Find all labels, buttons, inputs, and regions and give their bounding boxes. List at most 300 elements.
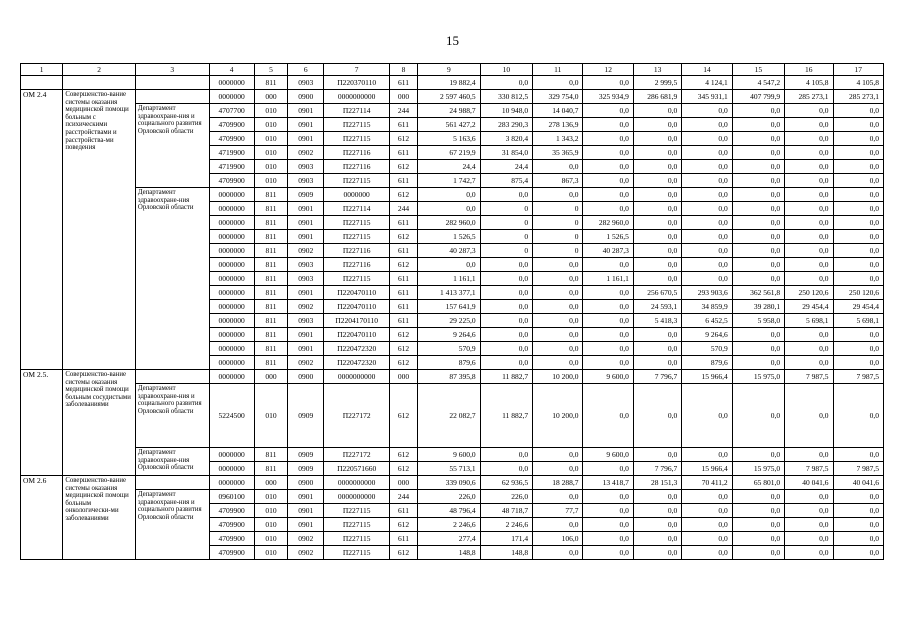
table-cell: П227116 (324, 160, 390, 174)
table-cell: 0901 (288, 518, 324, 532)
empty-cell (21, 76, 63, 90)
table-cell: 0,0 (785, 216, 833, 230)
table-cell: 0,0 (583, 202, 633, 216)
table-cell: 0000000 (209, 342, 254, 356)
table-cell: 0,0 (633, 448, 681, 462)
table-cell: 811 (254, 258, 287, 272)
table-cell: 0,0 (480, 448, 532, 462)
table-cell: 0909 (288, 448, 324, 462)
table-cell: 0000000 (209, 328, 254, 342)
column-number: 10 (480, 64, 532, 76)
table-cell: 345 931,1 (682, 90, 732, 104)
table-cell: 0000000 (209, 230, 254, 244)
table-cell: 35 365,9 (533, 146, 583, 160)
table-cell: 611 (389, 216, 417, 230)
table-row (21, 448, 884, 462)
executor-name: Департамент здравоохране-ния и социального развития Орловской области (135, 384, 209, 448)
table-cell: 0,0 (533, 356, 583, 370)
table-cell: 612 (389, 132, 417, 146)
table-cell: 0,0 (633, 384, 681, 448)
table-cell: 9 600,0 (583, 370, 633, 384)
table-cell: 0,0 (732, 356, 784, 370)
table-cell: 0902 (288, 546, 324, 560)
table-cell: 278 136,9 (533, 118, 583, 132)
table-cell: 000 (389, 476, 417, 490)
table-cell: 14 040,7 (533, 104, 583, 118)
table-cell: П220472320 (324, 342, 390, 356)
table-cell: 0000000 (324, 188, 390, 202)
table-cell: 0 (533, 216, 583, 230)
table-cell: П220470110 (324, 300, 390, 314)
table-cell: 0000000 (209, 300, 254, 314)
table-cell: 0,0 (633, 174, 681, 188)
table-cell: 867,3 (533, 174, 583, 188)
table-cell: 0000000000 (324, 490, 390, 504)
table-cell: 0,0 (533, 328, 583, 342)
table-cell: 811 (254, 342, 287, 356)
table-cell: 0,0 (533, 258, 583, 272)
table-cell: 0,0 (682, 258, 732, 272)
table-cell: 0,0 (833, 132, 884, 146)
table-cell: 612 (389, 546, 417, 560)
table-cell: 561 427,2 (418, 118, 481, 132)
table-cell: П227115 (324, 132, 390, 146)
table-cell: 611 (389, 300, 417, 314)
table-cell: 811 (254, 188, 287, 202)
table-cell: 0,0 (533, 314, 583, 328)
table-cell: 611 (389, 286, 417, 300)
column-number: 3 (135, 64, 209, 76)
measure-code: ОМ 2.6 (21, 476, 63, 560)
table-cell: 4707700 (209, 104, 254, 118)
table-cell: 4709900 (209, 132, 254, 146)
table-cell: 5 163,6 (418, 132, 481, 146)
table-cell: 0,0 (583, 356, 633, 370)
table-cell: 4709900 (209, 118, 254, 132)
table-cell: 811 (254, 462, 287, 476)
table-cell: 0,0 (732, 146, 784, 160)
table-cell: П227116 (324, 146, 390, 160)
table-cell: П227115 (324, 518, 390, 532)
executor-name: Департамент здравоохране-ния Орловской области (135, 188, 209, 370)
table-cell: 1 526,5 (583, 230, 633, 244)
table-cell: 0,0 (480, 300, 532, 314)
table-cell: 15 966,4 (682, 370, 732, 384)
table-cell: 0,0 (682, 504, 732, 518)
table-cell: 325 934,9 (583, 90, 633, 104)
table-cell: 0,0 (785, 202, 833, 216)
table-cell: 0,0 (732, 342, 784, 356)
table-cell: 0000000 (209, 286, 254, 300)
table-cell: 0,0 (833, 518, 884, 532)
table-cell: 0960100 (209, 490, 254, 504)
table-cell: 0,0 (583, 160, 633, 174)
table-cell: 0,0 (480, 328, 532, 342)
table-cell: 612 (389, 448, 417, 462)
table-cell: 0,0 (732, 328, 784, 342)
table-cell: 612 (389, 342, 417, 356)
table-cell: 0,0 (732, 490, 784, 504)
table-cell: П227114 (324, 104, 390, 118)
table-cell: 0,0 (785, 342, 833, 356)
table-cell: 0,0 (732, 216, 784, 230)
empty-cell (135, 476, 209, 490)
table-cell: 0,0 (633, 202, 681, 216)
column-number: 12 (583, 64, 633, 76)
table-cell: 0,0 (633, 532, 681, 546)
table-cell: 24 593,1 (633, 300, 681, 314)
table-cell: 293 903,6 (682, 286, 732, 300)
table-cell: 0,0 (833, 188, 884, 202)
table-cell: 87 395,8 (418, 370, 481, 384)
table-cell: 000 (389, 90, 417, 104)
table-cell: 0 (480, 216, 532, 230)
table-cell: 0 (480, 244, 532, 258)
table-cell: 612 (389, 518, 417, 532)
table-cell: 612 (389, 462, 417, 476)
table-cell: 0,0 (732, 504, 784, 518)
table-cell: 0,0 (785, 146, 833, 160)
table-cell: 29 454,4 (833, 300, 884, 314)
table-cell: 2 999,5 (633, 76, 681, 90)
table-cell: П220470110 (324, 286, 390, 300)
column-number: 7 (324, 64, 390, 76)
table-cell: П220472320 (324, 356, 390, 370)
table-cell: 0,0 (480, 356, 532, 370)
table-cell: 0,0 (785, 504, 833, 518)
table-cell: 0901 (288, 286, 324, 300)
table-cell: 0902 (288, 244, 324, 258)
column-number: 5 (254, 64, 287, 76)
table-cell: 39 280,1 (732, 300, 784, 314)
table-cell: 5224500 (209, 384, 254, 448)
table-cell: 0,0 (682, 448, 732, 462)
table-cell: 0,0 (682, 174, 732, 188)
column-number: 1 (21, 64, 63, 76)
table-cell: 0,0 (732, 546, 784, 560)
table-cell: 5 418,3 (633, 314, 681, 328)
table-cell: 24,4 (480, 160, 532, 174)
table-cell: 0,0 (633, 160, 681, 174)
table-cell: 7 987,5 (833, 370, 884, 384)
table-cell: 0,0 (732, 448, 784, 462)
column-number: 2 (63, 64, 136, 76)
table-cell: 0,0 (533, 490, 583, 504)
table-cell: 0,0 (682, 216, 732, 230)
table-cell: 811 (254, 300, 287, 314)
table-cell: П227115 (324, 118, 390, 132)
table-cell: 010 (254, 160, 287, 174)
executor-name: Департамент здравоохране-ния Орловской области (135, 448, 209, 476)
column-number: 6 (288, 64, 324, 76)
table-cell: 0,0 (833, 174, 884, 188)
table-cell: 811 (254, 356, 287, 370)
table-cell: 0,0 (633, 244, 681, 258)
table-cell: 0,0 (633, 188, 681, 202)
executor-name: Департамент здравоохране-ния и социального развития Орловской области (135, 104, 209, 188)
table-cell: 0,0 (785, 356, 833, 370)
table-cell: 0,0 (533, 300, 583, 314)
table-cell: П227115 (324, 504, 390, 518)
table-cell: П227172 (324, 448, 390, 462)
table-cell: 0,0 (833, 546, 884, 560)
table-cell: 0901 (288, 216, 324, 230)
table-cell: 0000000 (209, 448, 254, 462)
table-cell: 010 (254, 504, 287, 518)
table-cell: 24,4 (418, 160, 481, 174)
table-cell: 0,0 (732, 518, 784, 532)
table-cell: 4709900 (209, 504, 254, 518)
table-cell: 0000000 (209, 90, 254, 104)
table-cell: 339 090,6 (418, 476, 481, 490)
table-cell: 15 966,4 (682, 462, 732, 476)
table-cell: 2 246,6 (480, 518, 532, 532)
table-cell: 611 (389, 272, 417, 286)
table-cell: 29 225,0 (418, 314, 481, 328)
table-cell: 7 987,5 (785, 370, 833, 384)
table-cell: 0,0 (583, 132, 633, 146)
table-cell: 9 264,6 (418, 328, 481, 342)
table-cell: 0,0 (533, 342, 583, 356)
table-cell: 0,0 (583, 342, 633, 356)
table-cell: 0,0 (633, 104, 681, 118)
table-cell: 0,0 (785, 230, 833, 244)
table-cell: 0901 (288, 490, 324, 504)
table-cell: 7 987,5 (785, 462, 833, 476)
table-cell: 0,0 (785, 174, 833, 188)
table-cell: 0901 (288, 104, 324, 118)
table-cell: 0,0 (633, 272, 681, 286)
table-cell: 31 854,0 (480, 146, 532, 160)
empty-cell (135, 76, 209, 90)
table-cell: 0902 (288, 146, 324, 160)
table-cell: 0000000 (209, 76, 254, 90)
table-cell: 0,0 (833, 504, 884, 518)
budget-table (20, 63, 884, 560)
table-cell: 0,0 (785, 104, 833, 118)
table-cell: 0 (533, 202, 583, 216)
table-cell: 0901 (288, 230, 324, 244)
table-cell: 0909 (288, 462, 324, 476)
table-cell: 4709900 (209, 518, 254, 532)
table-cell: 106,0 (533, 532, 583, 546)
table-cell: 277,4 (418, 532, 481, 546)
table-cell: 2 246,6 (418, 518, 481, 532)
table-cell: 0901 (288, 342, 324, 356)
table-cell: 0,0 (583, 328, 633, 342)
table-cell: 0900 (288, 370, 324, 384)
empty-cell (135, 90, 209, 104)
table-cell: 0909 (288, 188, 324, 202)
table-cell: 0,0 (682, 230, 732, 244)
table-cell: 0,0 (633, 146, 681, 160)
table-cell: 0903 (288, 160, 324, 174)
table-cell: 11 882,7 (480, 384, 532, 448)
table-cell: 9 600,0 (418, 448, 481, 462)
table-cell: 0,0 (682, 490, 732, 504)
table-cell: 0,0 (583, 462, 633, 476)
table-cell: 0909 (288, 384, 324, 448)
table-cell: П2204170110 (324, 314, 390, 328)
table-cell: 244 (389, 490, 417, 504)
table-cell: 0,0 (833, 118, 884, 132)
table-cell: 0,0 (583, 104, 633, 118)
table-cell: 0903 (288, 258, 324, 272)
table-cell: 0,0 (833, 328, 884, 342)
table-cell: 0903 (288, 76, 324, 90)
table-cell: 244 (389, 104, 417, 118)
table-cell: 0,0 (833, 244, 884, 258)
table-cell: 250 120,6 (833, 286, 884, 300)
table-cell: 29 454,4 (785, 300, 833, 314)
table-cell: 0,0 (833, 384, 884, 448)
table-row (21, 384, 884, 448)
table-cell: 811 (254, 314, 287, 328)
table-cell: 0000000 (209, 462, 254, 476)
table-cell: 0,0 (480, 272, 532, 286)
table-cell: 612 (389, 230, 417, 244)
measure-code: ОМ 2.4 (21, 90, 63, 370)
table-cell: 7 796,7 (633, 370, 681, 384)
table-cell: 282 960,0 (583, 216, 633, 230)
table-cell: 0,0 (732, 132, 784, 146)
table-cell: 0000000 (209, 356, 254, 370)
table-cell: 0,0 (833, 230, 884, 244)
table-cell: 0902 (288, 356, 324, 370)
table-cell: 55 713,1 (418, 462, 481, 476)
table-cell: 0,0 (583, 384, 633, 448)
table-cell: 70 411,2 (682, 476, 732, 490)
table-cell: 0,0 (682, 188, 732, 202)
table-cell: 0,0 (418, 202, 481, 216)
table-cell: 0903 (288, 174, 324, 188)
table-cell: 612 (389, 384, 417, 448)
column-number: 4 (209, 64, 254, 76)
table-cell: 0,0 (732, 104, 784, 118)
table-cell: П220571660 (324, 462, 390, 476)
table-cell: 4 105,8 (833, 76, 884, 90)
table-cell: 811 (254, 244, 287, 258)
table-cell: 010 (254, 490, 287, 504)
table-cell: 811 (254, 286, 287, 300)
table-cell: 0,0 (833, 216, 884, 230)
table-cell: 0,0 (785, 328, 833, 342)
table-cell: 0901 (288, 132, 324, 146)
table-cell: 362 561,8 (732, 286, 784, 300)
table-cell: 0000000 (209, 314, 254, 328)
table-cell: 612 (389, 160, 417, 174)
table-cell: 22 082,7 (418, 384, 481, 448)
table-cell: 0,0 (633, 518, 681, 532)
table-cell: 0000000000 (324, 90, 390, 104)
table-cell: 0,0 (833, 160, 884, 174)
table-cell: 0902 (288, 300, 324, 314)
table-cell: 612 (389, 258, 417, 272)
table-cell: 10 200,0 (533, 370, 583, 384)
table-cell: 0902 (288, 532, 324, 546)
table-cell: 407 799,9 (732, 90, 784, 104)
table-cell: 0,0 (682, 518, 732, 532)
table-cell: 0,0 (732, 272, 784, 286)
table-cell: П227115 (324, 230, 390, 244)
table-cell: 1 161,1 (583, 272, 633, 286)
table-cell: 244 (389, 202, 417, 216)
column-number: 11 (533, 64, 583, 76)
table-cell: 0,0 (732, 258, 784, 272)
table-cell: 0,0 (583, 546, 633, 560)
table-cell: 0,0 (833, 104, 884, 118)
empty-cell (135, 370, 209, 384)
table-cell: 65 801,0 (732, 476, 784, 490)
table-cell: 148,8 (418, 546, 481, 560)
table-cell: 48 796,4 (418, 504, 481, 518)
table-cell: 000 (254, 90, 287, 104)
table-cell: 0,0 (633, 328, 681, 342)
table-cell: 0,0 (533, 462, 583, 476)
table-cell: 5 958,0 (732, 314, 784, 328)
table-cell: 0,0 (785, 384, 833, 448)
table-cell: 1 742,7 (418, 174, 481, 188)
table-cell: 2 597 460,5 (418, 90, 481, 104)
table-cell: 0000000000 (324, 370, 390, 384)
table-cell: 1 161,1 (418, 272, 481, 286)
table-cell: 0,0 (785, 272, 833, 286)
table-cell: 226,0 (480, 490, 532, 504)
table-cell: 18 288,7 (533, 476, 583, 490)
table-cell: 250 120,6 (785, 286, 833, 300)
table-cell: 0,0 (480, 342, 532, 356)
table-cell: 0,0 (682, 532, 732, 546)
table-cell: 157 641,9 (418, 300, 481, 314)
table-cell: 0000000 (209, 258, 254, 272)
table-cell: 0,0 (583, 258, 633, 272)
table-cell: 0 (480, 230, 532, 244)
table-cell: 0,0 (682, 104, 732, 118)
table-cell: 875,4 (480, 174, 532, 188)
table-cell: 0,0 (418, 258, 481, 272)
table-cell: 0000000 (209, 202, 254, 216)
table-cell: 0,0 (785, 188, 833, 202)
table-cell: 0,0 (785, 258, 833, 272)
table-cell: 0,0 (583, 174, 633, 188)
table-cell: 0,0 (583, 146, 633, 160)
table-cell: 0,0 (533, 188, 583, 202)
table-cell: 0,0 (583, 518, 633, 532)
table-cell: 000 (254, 370, 287, 384)
table-cell: 000 (389, 370, 417, 384)
table-cell: 0,0 (785, 244, 833, 258)
table-cell: 4709900 (209, 546, 254, 560)
executor-name: Департамент здравоохране-ния и социального развития Орловской области (135, 490, 209, 560)
table-cell: 0,0 (583, 490, 633, 504)
table-cell: 0,0 (583, 286, 633, 300)
measure-name: Совершенство-вание системы оказания медицинской помощи больным онкологически-ми заболеваниями (63, 476, 136, 560)
table-cell: 10 948,0 (480, 104, 532, 118)
table-cell: 283 290,3 (480, 118, 532, 132)
table-cell: 10 200,0 (533, 384, 583, 448)
table-cell: 0,0 (480, 314, 532, 328)
table-cell: 0,0 (682, 118, 732, 132)
table-cell: 4709900 (209, 174, 254, 188)
table-cell: 286 681,9 (633, 90, 681, 104)
table-cell: 0,0 (785, 490, 833, 504)
table-cell: 0,0 (732, 244, 784, 258)
table-cell: 010 (254, 174, 287, 188)
table-cell: 0,0 (682, 244, 732, 258)
table-row (21, 90, 884, 104)
table-cell: 40 041,6 (833, 476, 884, 490)
table-cell: 28 151,3 (633, 476, 681, 490)
